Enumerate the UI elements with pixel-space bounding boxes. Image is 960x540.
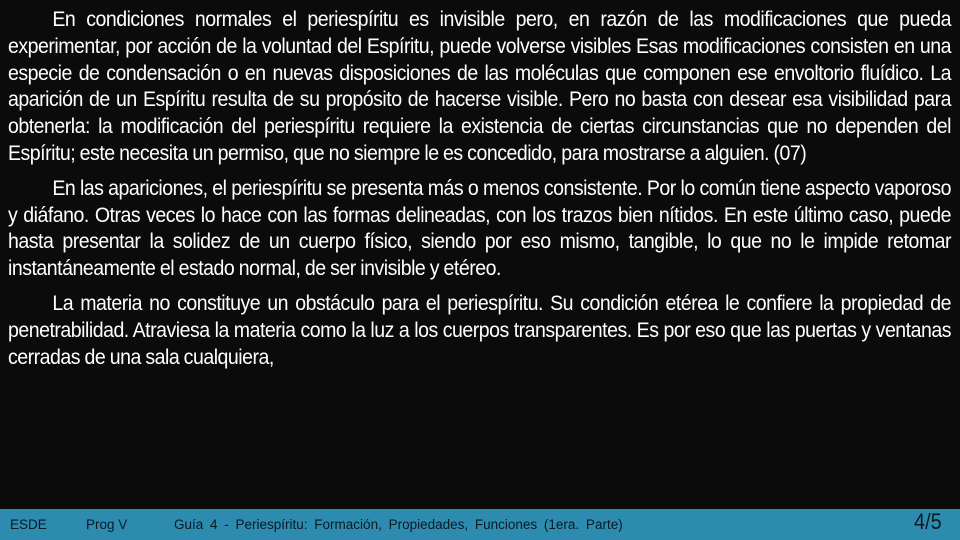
paragraph-2: En las apariciones, el periespíritu se presenta más o menos consistente. Por lo común tiene aspecto vaporoso y diáfano. Otras veces lo hace con las formas delineadas, con los trazos bien nítidos. En este último caso, puede hasta presentar la solidez de un cuerpo físico, siendo por eso mismo, tangible, lo que no le impide retomar instantáneamente el estado normal, de ser invisible y etéreo. xyxy=(8,174,952,281)
page-number: 4/5 xyxy=(914,509,942,534)
footer-org: ESDE xyxy=(10,517,47,532)
footer-topic: Guía 4 - Periespíritu: Formación, Propiedades, Funciones (1era. Parte) xyxy=(174,517,623,532)
paragraph-1: En condiciones normales el periespíritu es invisible pero, en razón de las modificaciones que pueda experimentar, por acción de la voluntad del Espíritu, puede volverse visibles Esas modificaciones consisten en una especie de condensación o en nuevas disposiciones de las moléculas que componen ese envoltorio fluídico. La aparición de un Espíritu resulta de su propósito de hacerse visible. Pero no basta con desear esa visibilidad para obtenerla: la modificación del periespíritu requiere la existencia de ciertas circunstancias que no dependen del Espíritu; este necesita un permiso, que no siempre le es concedido, para mostrarse a alguien. (07) xyxy=(8,6,952,165)
footer-program: Prog V xyxy=(86,517,128,532)
footer-bar xyxy=(0,509,960,540)
paragraph-3: La materia no constituye un obstáculo para el periespíritu. Su condición etérea le confiere la propiedad de penetrabilidad. Atraviesa la materia como la luz a los cuerpos transparentes. Es por eso que las puertas y ventanas cerradas de una sala cualquiera, xyxy=(8,289,952,369)
slide-body xyxy=(8,6,951,370)
